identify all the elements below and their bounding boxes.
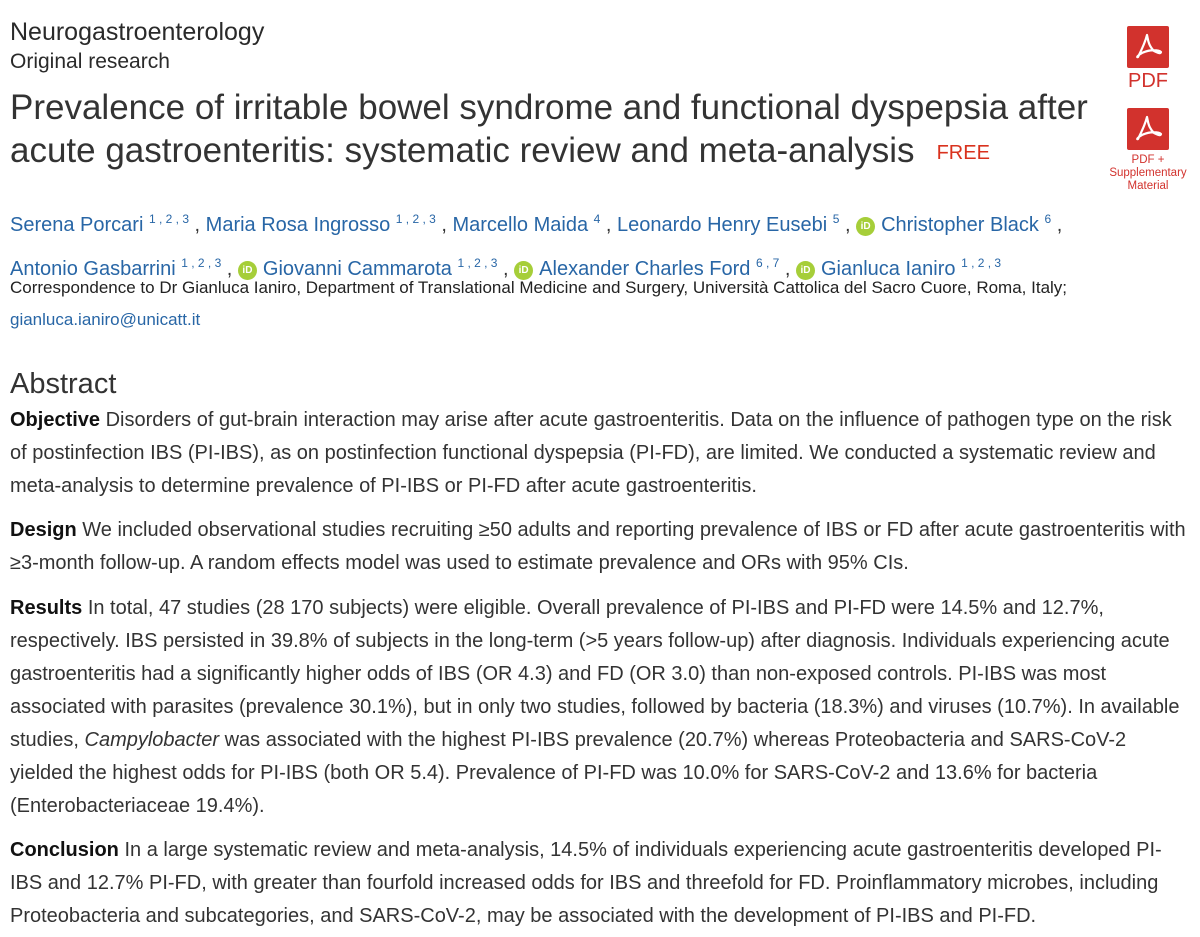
conclusion-label: Conclusion [10, 839, 119, 861]
author-link[interactable]: Giovanni Cammarota $^{1 , 2 , 3}$ [262, 256, 498, 280]
author-link[interactable]: Antonio Gasbarrini $^{1 , 2 , 3}$ [10, 256, 222, 280]
abstract-objective: Objective Disorders of gut-brain interaction may arise after acute gastroenteritis. Data on the influence of pathogen type on the risk of postinfection IBS (PI-IBS), as on postinfection functional dyspepsia (PI-FD), are limited. We conducted a systematic review and meta-analysis to determine prevalence of PI-IBS or PI-FD after acute gastroenteritis. [10, 409, 1172, 497]
orcid-icon[interactable]: iD [238, 261, 257, 280]
design-label: Design [10, 519, 77, 541]
pdf-supplementary-label: PDF + Supplementary Material [1109, 154, 1187, 192]
pdf-label: PDF [1128, 70, 1168, 92]
article-title [10, 86, 1100, 175]
pdf-supplementary-download-button[interactable] [1100, 108, 1196, 193]
article-type-label: Original research [10, 50, 170, 73]
correspondence-email-link[interactable]: gianluca.ianiro@unicatt.it [10, 310, 201, 329]
orcid-icon[interactable]: iD [856, 217, 875, 236]
author-link[interactable]: Alexander Charles Ford $^{6 , 7}$ [539, 256, 780, 280]
pdf-icon [1127, 26, 1169, 68]
orcid-icon[interactable]: iD [514, 261, 533, 280]
abstract-heading: Abstract [10, 368, 117, 400]
objective-label: Objective [10, 409, 101, 431]
abstract-results: Results In total, 47 studies (28 170 subjects) were eligible. Overall prevalence of PI-IBS and PI-FD were 14.5% and 12.7%, respectively. IBS persisted in 39.8% of subjects in the long-term (>5 years follow-up) after diagnosis. Individuals experiencing acute gastroenteritis had a significantly higher odds of IBS (OR 4.3) and FD (OR 3.0) than non-exposed controls. PI-IBS was most associated with parasites (prevalence 30.1%), but in only two studies, followed by bacteria (18.3%) and viruses (10.7%). In available studies, Campylobacter was associated with the highest PI-IBS prevalence (20.7%) whereas Proteobacteria and SARS-CoV-2 yielded the highest odds for PI-IBS (both OR 5.4). Prevalence of PI-FD was 10.0% for SARS-CoV-2 and 13.6% for bacteria (Enterobacteriaceae 19.4%). [10, 597, 1180, 817]
author-link[interactable]: Leonardo Henry Eusebi $^5$ [617, 212, 840, 236]
results-label: Results [10, 597, 83, 619]
campylobacter-italic: Campylobacter [84, 729, 220, 751]
correspondence-text: Correspondence to Dr Gianluca Ianiro, Department of Translational Medicine and Surgery, Università Cattolica del Sacro Cuore, Roma, Italy; [10, 278, 1068, 297]
author-link[interactable]: Christopher Black $^6$ [881, 212, 1052, 236]
article-title-text: Prevalence of irritable bowel syndrome and functional dyspepsia after acute gastroenteritis: systematic review and meta-analysis [10, 88, 1088, 170]
free-badge: FREE [936, 142, 990, 164]
abstract-design: Design We included observational studies recruiting ≥50 adults and reporting prevalence of IBS or FD after acute gastroenteritis with ≥3-month follow-up. A random effects model was used to estimate prevalence and ORs with 95% CIs. [10, 519, 1186, 574]
author-link[interactable]: Marcello Maida $^4$ [452, 212, 601, 236]
section-label: Neurogastroenterology [10, 18, 265, 46]
author-link[interactable]: Gianluca Ianiro $^{1 , 2 , 3}$ [820, 256, 1002, 280]
author-link[interactable]: Serena Porcari $^{1 , 2 , 3}$ [10, 212, 189, 236]
orcid-icon[interactable]: iD [796, 261, 815, 280]
abstract-conclusion: Conclusion In a large systematic review and meta-analysis, 14.5% of individuals experiencing acute gastroenteritis developed PI-IBS and 12.7% PI-FD, with greater than fourfold increased odds for IBS and threefold for FD. Proinflammatory microbes, including Proteobacteria and subcategories, and SARS-CoV-2, may be associated with the development of PI-IBS and PI-FD. [10, 839, 1162, 927]
pdf-icon [1127, 108, 1169, 150]
author-list: Serena Porcari $^{1 , 2 , 3}$ , Maria Rosa Ingrosso $^{1 , 2 , 3}$ , Marcello Maida $^4$ , Leonardo Henry Eusebi $^5$ , iD Christopher Black $^6$ , Antonio Gasbarrini $^{1 , 2 , 3}$ , iD Giovanni Cammarota $^{1 , 2 , 3}$ , iD Alexander Charles Ford $^{6 , 7}$ , iD Gianluca Ianiro $^{1 , 2 , 3}$ [10, 212, 1063, 280]
pdf-download-button[interactable] [1100, 26, 1196, 93]
author-link[interactable]: Maria Rosa Ingrosso $^{1 , 2 , 3}$ [205, 212, 436, 236]
